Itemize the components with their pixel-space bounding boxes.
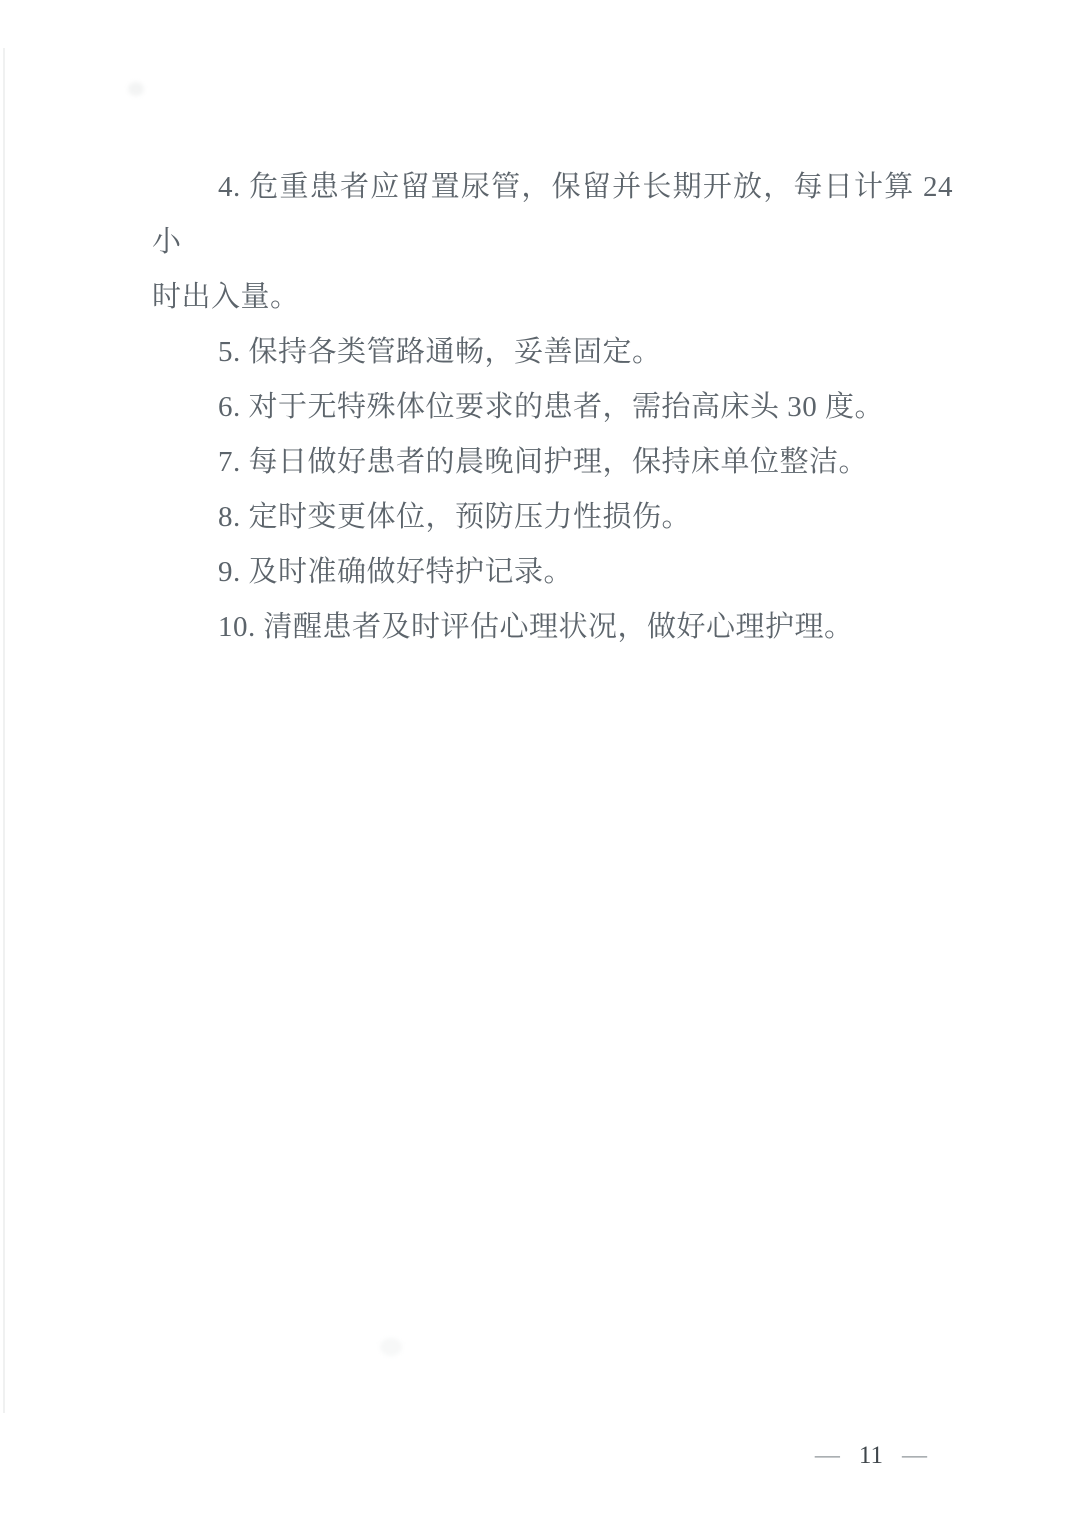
document-body: [152, 160, 953, 655]
list-item-5: 5. 保持各类管路通畅，妥善固定。: [218, 336, 662, 368]
list-item-10: 10. 清醒患者及时评估心理状况，做好心理护理。: [218, 611, 854, 643]
page-number: 11: [858, 1442, 883, 1469]
list-item-9: 9. 及时准确做好特护记录。: [218, 556, 574, 588]
list-item-4-line-1: 4. 危重患者应留置尿管，保留并长期开放，每日计算 24 小: [152, 171, 953, 258]
footer-left-dash: —: [814, 1442, 840, 1469]
list-item-6: 6. 对于无特殊体位要求的患者，需抬高床头 30 度。: [218, 391, 885, 423]
scan-smudge-bottom: [380, 1338, 402, 1356]
list-item-4-line-2: 时出入量。: [152, 281, 300, 313]
list-item-7: 7. 每日做好患者的晨晚间护理，保持床单位整洁。: [218, 446, 869, 478]
scan-edge-artifact: [3, 48, 5, 1413]
footer-right-dash: —: [902, 1442, 927, 1469]
list-item-8: 8. 定时变更体位，预防压力性损伤。: [218, 501, 692, 533]
page-footer: [815, 1441, 927, 1471]
scan-smudge-top: [128, 82, 144, 96]
